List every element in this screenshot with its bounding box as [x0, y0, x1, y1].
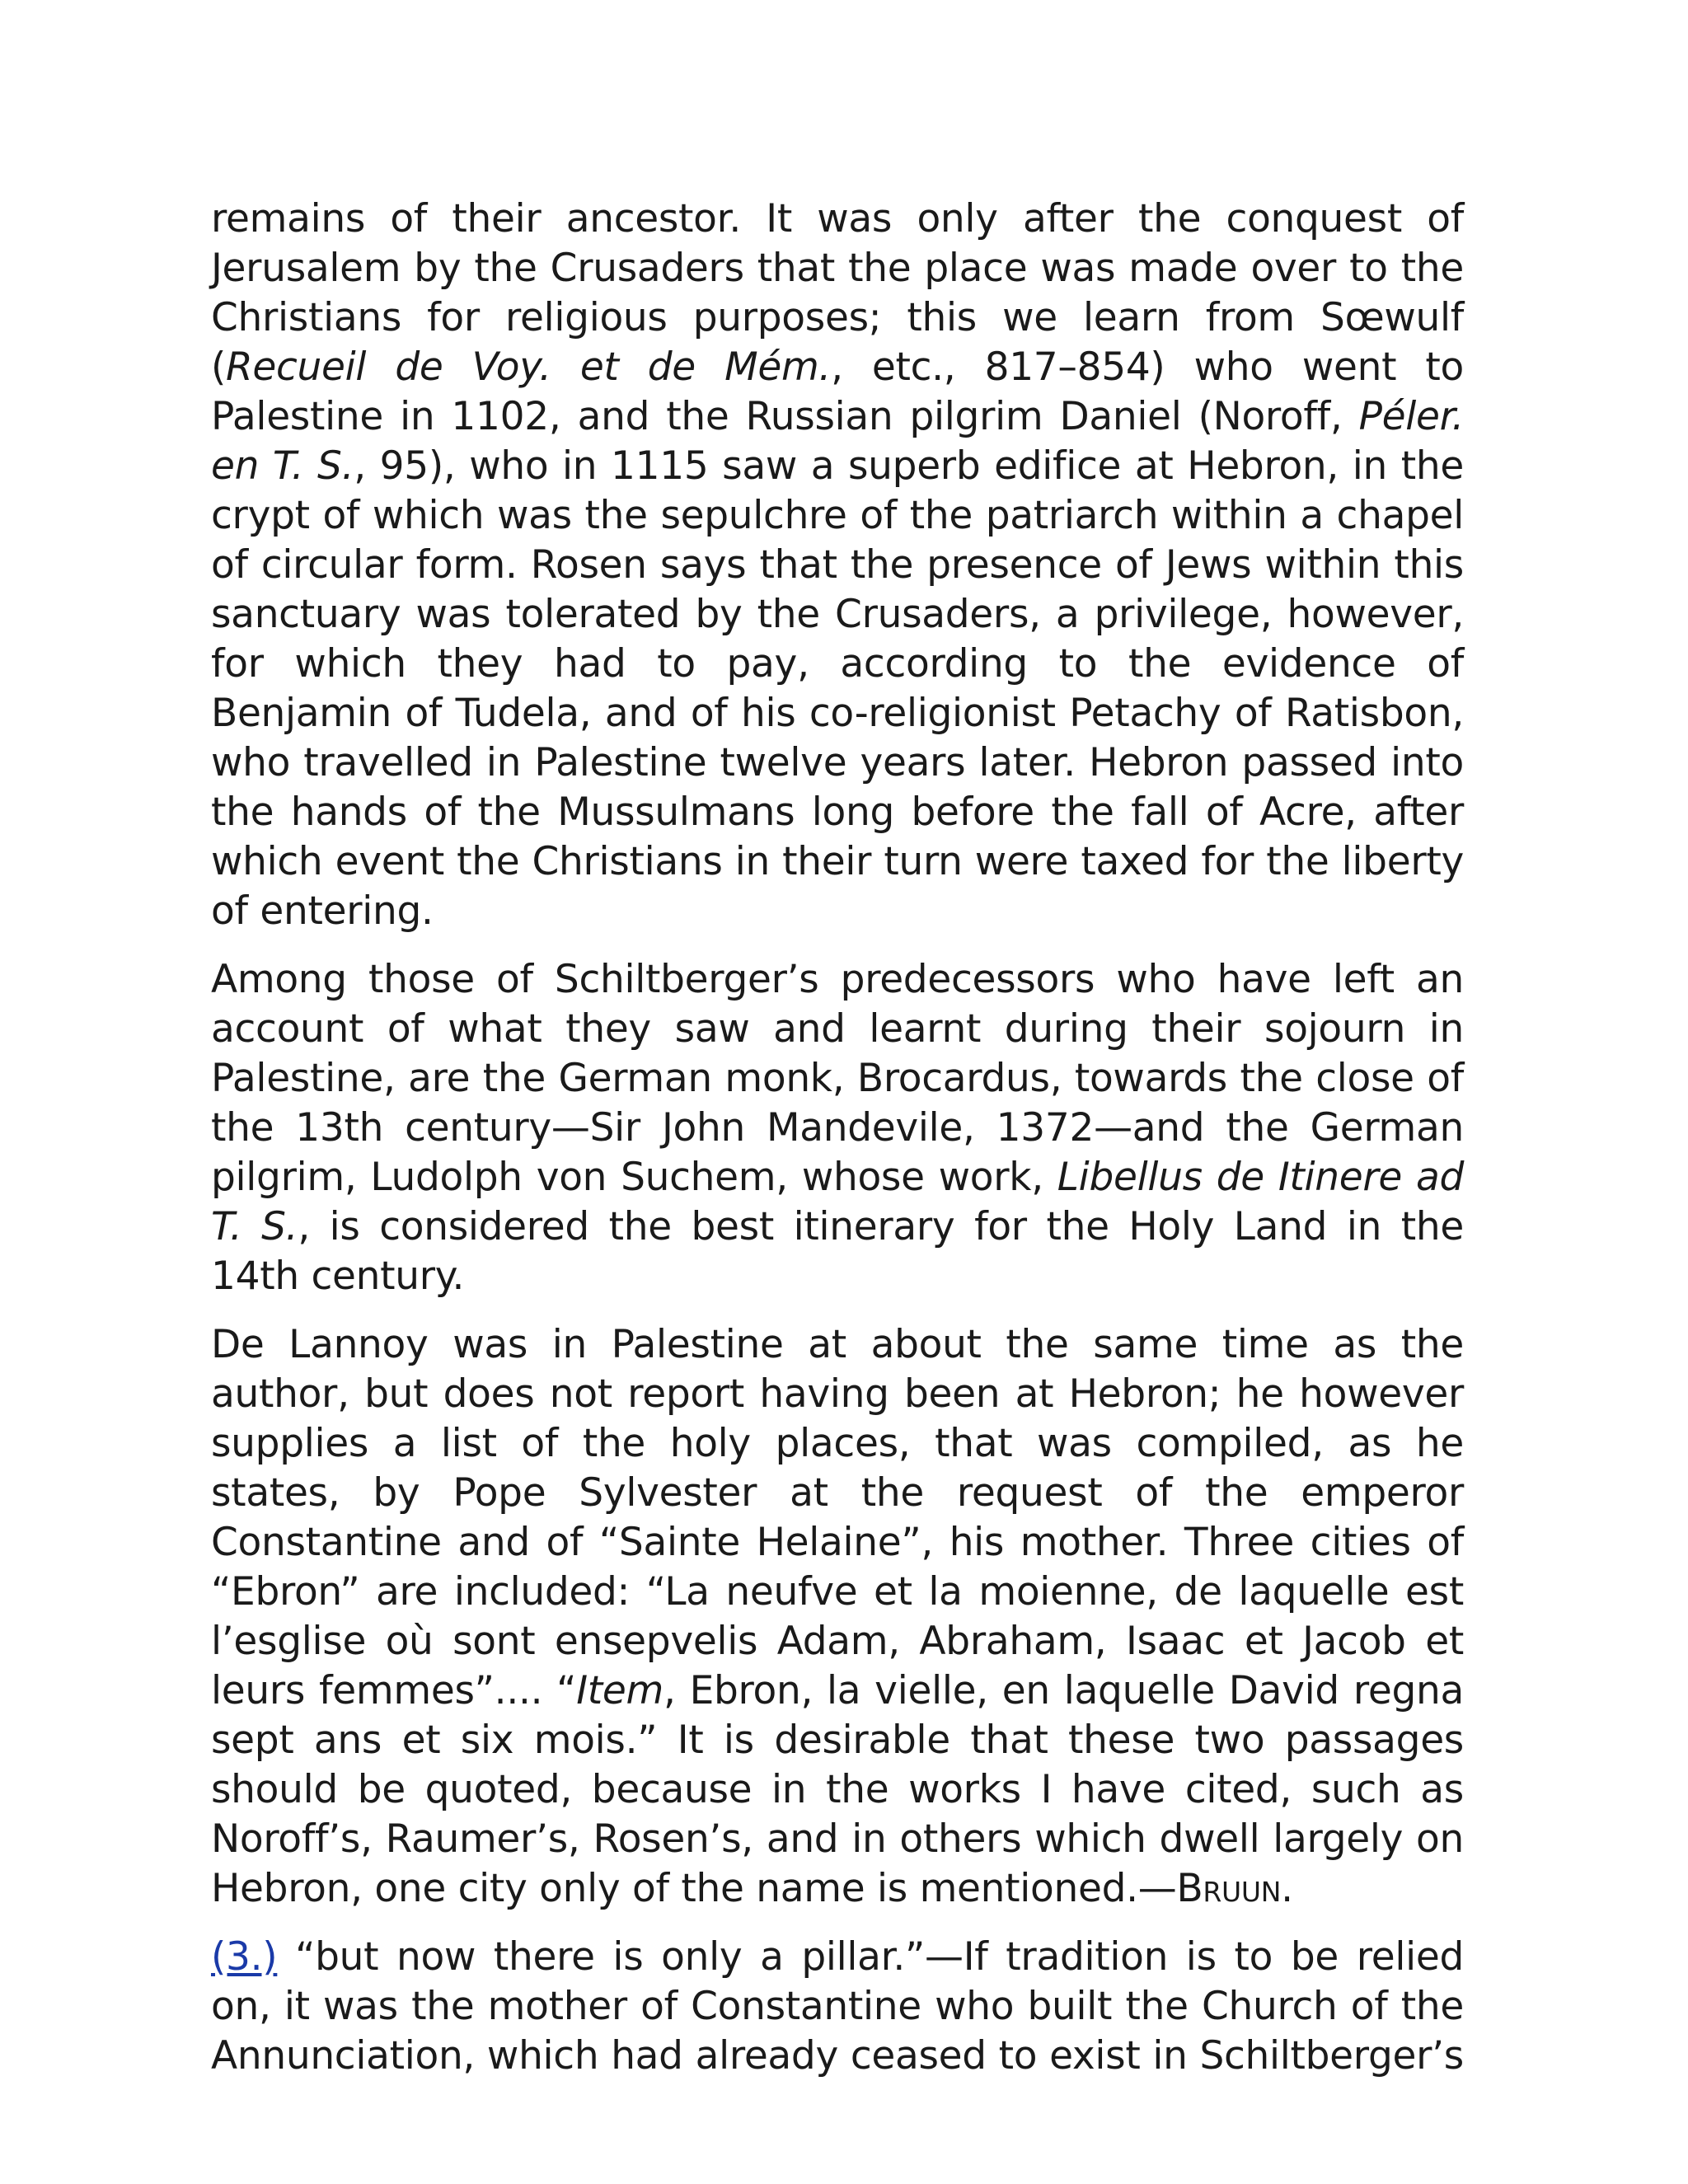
italic-title: Péler. en T. S.	[211, 394, 1464, 489]
text-run: , is considered the best itinerary for the Holy Land in the 14th century.	[211, 1204, 1464, 1299]
text-run: Among those of Schiltberger’s predecessors who have left an account of what they saw and learnt during their sojourn in Palestine, are the German monk, Brocardus, towards the close of the 13th century—Sir John Mandevile, 1372—and the German pilgrim, Ludolph von Suchem, whose work,	[211, 957, 1464, 1200]
text-run: , etc., 817–854) who went to Palestine in 1102, and the Russian pilgrim Daniel (Noroff,	[211, 344, 1464, 439]
text-run: .	[1281, 1866, 1293, 1911]
document-page	[211, 194, 1464, 2100]
author-signature: Bruun	[1176, 1866, 1282, 1911]
text-run: , Ebron, la vielle, en laquelle David regna sept ans et six mois.” It is desirable that these two passages should be quoted, because in the works I have cited, such as Noroff’s, Raumer’s, Rosen’s, and in others which dwell largely on Hebron, one city only of the name is mentioned.—	[211, 1668, 1464, 1911]
text-run: De Lannoy was in Palestine at about the same time as the author, but does not report having been at Hebron; he however supplies a list of the holy places, that was compiled, as he states, by Pope Sylvester at the request of the emperor Constantine and of “Sainte Helaine”, his mother. Three cities of “Ebron” are included: “La neufve et la moienne, de laquelle est l’esglise où sont ensepvelis Adam, Abraham, Isaac et Jacob et leurs femmes”.... “	[211, 1322, 1464, 1713]
italic-title: Recueil de Voy. et de Mém.	[226, 344, 832, 390]
text-run: remains of their ancestor. It was only after the conquest of Jerusalem by the Crusaders that the place was made over to the Christians for religious purposes; this we learn from Sœwulf (	[211, 196, 1464, 390]
text-run: , 95), who in 1115 saw a superb edifice at Hebron, in the crypt of which was the sepulchre of the patriarch within a chapel of circular form. Rosen says that the presence of Jews within this sanctuary was tolerated by the Crusaders, a privilege, however, for which they had to pay, according to the evidence of Benjamin of Tudela, and of his co-religionist Petachy of Ratisbon, who travelled in Palestine twelve years later. Hebron passed into the hands of the Mussulmans long before the fall of Acre, after which event the Christians in their turn were taxed for the liberty of entering.	[211, 443, 1464, 934]
italic-title: Libellus de Itinere ad T. S.	[211, 1155, 1464, 1249]
italic-word: Item	[576, 1668, 664, 1713]
footnote-link-3[interactable]: (3.)	[211, 1934, 278, 1980]
paragraph-predecessors	[211, 955, 1464, 1301]
paragraph-hebron-crusaders	[211, 194, 1464, 936]
paragraph-de-lannoy	[211, 1320, 1464, 1914]
paragraph-note-3	[211, 1933, 1464, 2081]
text-run: “but now there is only a pillar.”—If tradition is to be relied on, it was the mother of Constantine who built the Church of the Annunciation, which had already ceased to exist in Schiltberger’s	[211, 1934, 1464, 2079]
